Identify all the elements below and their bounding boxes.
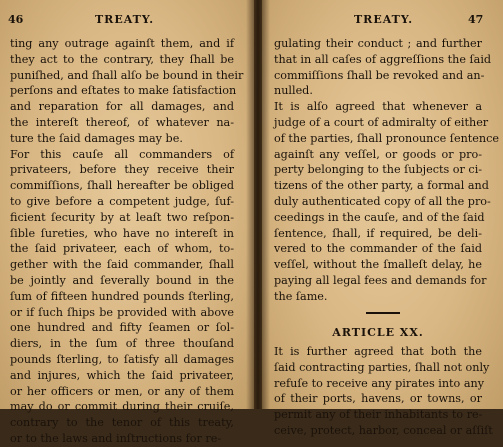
text-line: the intereſt thereof, of whatever na- — [10, 115, 234, 129]
running-head-right: TREATY. — [354, 13, 414, 26]
text-line: judge of a court of admiralty of either — [274, 115, 489, 129]
text-line: of their ports, havens, or towns, or — [274, 392, 482, 406]
text-line: one hundred and fifty ſeamen or ſol- — [10, 321, 234, 335]
section-rule — [366, 312, 400, 314]
text-line: ſum of fifteen hundred pounds ſterling, — [10, 289, 234, 303]
right-page — [262, 0, 503, 437]
text-line: puniſhed, and ſhall alſo be bound in their — [10, 68, 244, 82]
text-line: gulating their conduct ; and further — [274, 37, 482, 50]
text-line: privateers, before they receive their — [10, 163, 234, 177]
text-line: and reparation for all damages, and — [10, 100, 234, 114]
text-line: ture the ſaid damages may be. — [10, 131, 183, 145]
text-line: duly authenticated copy of all the pro- — [274, 194, 491, 208]
text-line: againſt any veſſel, or goods or pro- — [274, 147, 482, 161]
text-line: ſentence, ſhall, if required, be deli- — [274, 226, 482, 240]
text-line: ting any outrage againſt them, and if — [10, 37, 234, 50]
text-line: perſons and eſtates to make ſatisfaction — [10, 84, 237, 98]
text-line: For this cauſe all commanders of — [10, 147, 234, 161]
text-line: or to the laws and inſtructions for re- — [10, 431, 222, 445]
text-line: may do or commit during their cruiſe, — [10, 400, 234, 414]
text-line: they act to the contrary, they ſhall be — [10, 52, 234, 66]
text-line: ceive, protect, harbor, conceal or aſſiſt — [274, 423, 493, 437]
text-line: the ſame. — [274, 289, 328, 303]
right-page-text-top — [274, 36, 499, 305]
book-gutter — [246, 0, 270, 409]
text-line: ceedings in the cauſe, and of the ſaid — [274, 210, 485, 224]
text-line: and injures, which the ſaid privateer, — [10, 368, 234, 382]
text-line: commiſſions, ſhall hereafter be obliged — [10, 179, 234, 193]
article-heading: ARTICLE XX. — [332, 326, 424, 339]
text-line: that in all caſes of aggreſſions the ſaid — [274, 52, 492, 66]
text-line: perty belonging to the ſubjects or ci- — [274, 163, 483, 177]
text-line: or if ſuch ſhips be provided with above — [10, 305, 234, 319]
text-line: gether with the ſaid commander, ſhall — [10, 258, 234, 272]
right-page-text-bottom — [274, 344, 493, 439]
text-line: paying all legal fees and demands for — [274, 273, 487, 287]
left-page-text — [10, 36, 244, 447]
text-line: ficient ſecurity by at leaſt two reſpon- — [10, 210, 234, 224]
page-number-left: 46 — [8, 13, 24, 26]
text-line: commiſſions ſhall be revoked and an- — [274, 68, 485, 82]
text-line: permit any of their inhabitants to re- — [274, 408, 483, 422]
text-line: ſaid contracting parties, ſhall not only — [274, 360, 490, 374]
text-line: refuſe to receive any pirates into any — [274, 376, 485, 390]
text-line: the ſaid privateer, each of whom, to- — [10, 242, 234, 256]
page-number-right: 47 — [468, 13, 484, 26]
text-line: nulled. — [274, 84, 313, 98]
text-line: of the parties, ſhall pronounce ſentence — [274, 131, 499, 145]
text-line: or her officers or men, or any of them — [10, 384, 234, 398]
text-line: contrary to the tenor of this treaty, — [10, 416, 234, 430]
text-line: It is further agreed that both the — [274, 345, 482, 358]
text-line: ſible ſureties, who have no intereſt in — [10, 226, 234, 240]
running-head-left: TREATY. — [95, 13, 155, 26]
text-line: veſſel, without the ſmalleſt delay, he — [274, 258, 482, 272]
text-line: tizens of the other party, a formal and — [274, 179, 489, 193]
text-line: be jointly and ſeverally bound in the — [10, 273, 234, 287]
text-line: pounds ſterling, to ſatisfy all damages — [10, 352, 234, 366]
text-line: vered to the commander of the ſaid — [274, 242, 482, 256]
text-line: diers, in the ſum of three thouſand — [10, 337, 234, 351]
text-line: to give before a competent judge, ſuf- — [10, 194, 234, 208]
text-line: It is alſo agreed that whenever a — [274, 100, 482, 114]
